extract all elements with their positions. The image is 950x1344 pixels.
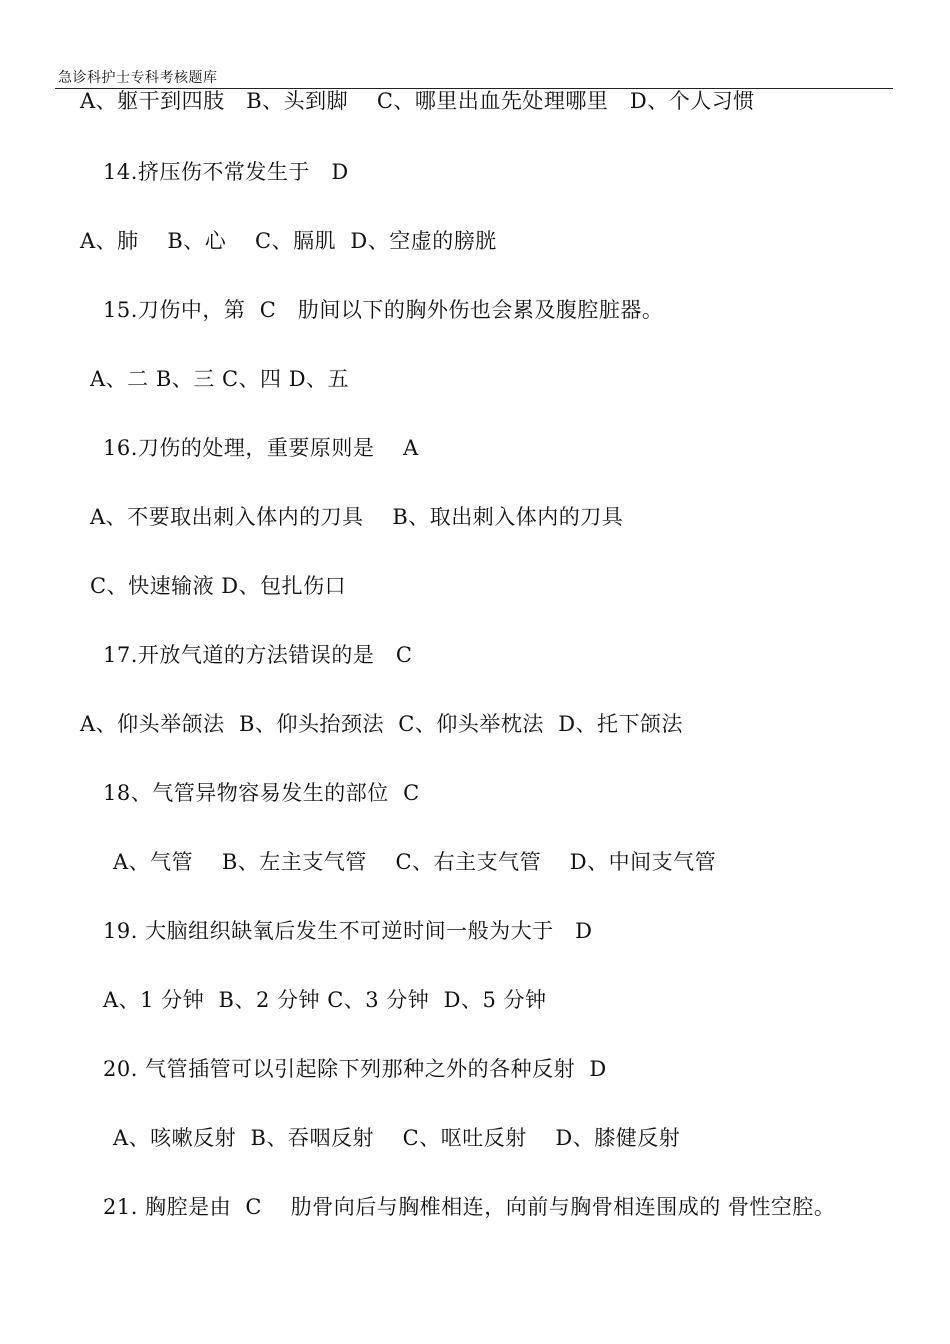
q21-question: 21. 胸腔是由 C 肋骨向后与胸椎相连，向前与胸骨相连围成的 骨性空腔。 xyxy=(103,1195,836,1219)
q18-options: A、气管 B、左主支气管 C、右主支气管 D、中间支气管 xyxy=(113,850,717,874)
q16-options-2: C、快速输液 D、包扎伤口 xyxy=(90,574,347,598)
q19-question: 19. 大脑组织缺氧后发生不可逆时间一般为大于 D xyxy=(103,919,593,943)
q15-question: 15.刀伤中，第 C 肋间以下的胸外伤也会累及腹腔脏器。 xyxy=(103,298,664,322)
q19-options: A、1 分钟 B、2 分钟 C、3 分钟 D、5 分钟 xyxy=(103,988,547,1012)
q13-options: A、躯干到四肢 B、头到脚 C、哪里出血先处理哪里 D、个人习惯 xyxy=(80,89,755,113)
q16-options-1: A、不要取出刺入体内的刀具 B、取出刺入体内的刀具 xyxy=(90,505,624,529)
q20-question: 20. 气管插管可以引起除下列那种之外的各种反射 D xyxy=(103,1057,607,1081)
q17-options: A、仰头举颌法 B、仰头抬颈法 C、仰头举枕法 D、托下颌法 xyxy=(80,712,684,736)
q20-options: A、咳嗽反射 B、吞咽反射 C、呕吐反射 D、膝健反射 xyxy=(113,1126,681,1150)
q14-question: 14.挤压伤不常发生于 D xyxy=(103,160,349,184)
q14-options: A、肺 B、心 C、膈肌 D、空虚的膀胱 xyxy=(80,229,497,253)
q17-question: 17.开放气道的方法错误的是 C xyxy=(103,643,413,667)
q15-options: A、二 B、三 C、四 D、五 xyxy=(90,367,350,391)
running-header: 急诊科护士专科考核题库 xyxy=(58,70,218,86)
q18-question: 18、气管异物容易发生的部位 C xyxy=(103,781,420,805)
q16-question: 16.刀伤的处理，重要原则是 A xyxy=(103,436,419,460)
